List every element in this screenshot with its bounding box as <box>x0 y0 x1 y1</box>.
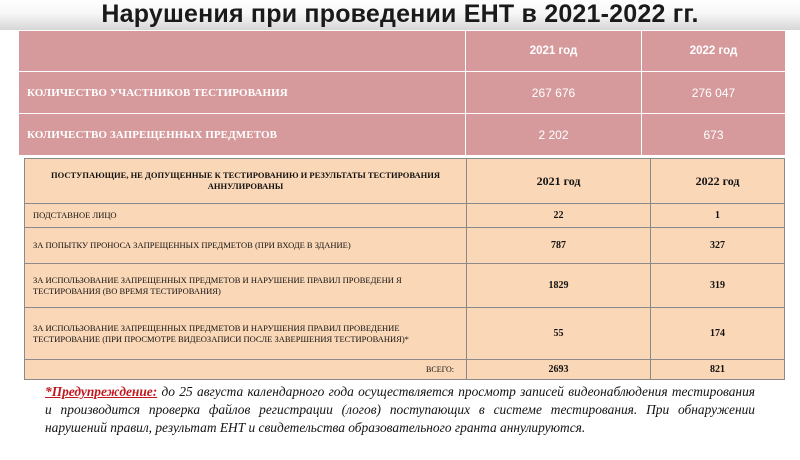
violation-count-2022: 174 <box>651 308 785 360</box>
summary-header-row <box>19 31 786 72</box>
violations-row <box>25 264 785 308</box>
violations-row <box>25 308 785 360</box>
summary-table <box>18 30 786 156</box>
warning-text: до 25 августа календарного года осуществляется просмотр записей видеонаблюдения тестирования и производится проверка файлов регистрации (логов) поступающих в системе тестирования. При обнаружении нарушений правил, результат ЕНТ и свидетельства образовательного гранта аннулируются. <box>45 384 755 435</box>
violation-label: ПОДСТАВНОЕ ЛИЦО <box>25 204 467 228</box>
violation-count-2021: 55 <box>467 308 651 360</box>
summary-row-label: КОЛИЧЕСТВО УЧАСТНИКОВ ТЕСТИРОВАНИЯ <box>19 72 466 114</box>
summary-header-2022: 2022 год <box>642 31 786 72</box>
violations-header-label: ПОСТУПАЮЩИЕ, НЕ ДОПУЩЕННЫЕ К ТЕСТИРОВАНИЮ И РЕЗУЛЬТАТЫ ТЕСТИРОВАНИЯ АННУЛИРОВАНЫ <box>25 159 467 204</box>
summary-row-prohibited-items <box>19 114 786 156</box>
violations-header-row <box>25 159 785 204</box>
summary-row-label: КОЛИЧЕСТВО ЗАПРЕЩЕННЫХ ПРЕДМЕТОВ <box>19 114 466 156</box>
violations-header-2021: 2021 год <box>467 159 651 204</box>
violations-row <box>25 204 785 228</box>
summary-value-2021: 267 676 <box>466 72 642 114</box>
summary-value-2022: 673 <box>642 114 786 156</box>
total-label: ВСЕГО: <box>25 360 467 380</box>
page-title: Нарушения при проведении ЕНТ в 2021-2022 гг. <box>101 0 699 28</box>
total-count-2022: 821 <box>651 360 785 380</box>
violation-count-2022: 327 <box>651 228 785 264</box>
violation-count-2022: 1 <box>651 204 785 228</box>
title-bar <box>0 0 800 30</box>
summary-value-2021: 2 202 <box>466 114 642 156</box>
warning-label: *Предупреждение: <box>45 384 158 399</box>
violations-row <box>25 228 785 264</box>
violation-count-2021: 22 <box>467 204 651 228</box>
violation-label: ЗА ИСПОЛЬЗОВАНИЕ ЗАПРЕЩЕННЫХ ПРЕДМЕТОВ И НАРУШЕНИЯ ПРАВИЛ ПРОВЕДЕНИЕ ТЕСТИРОВАНИЕ (ПРИ ПРОСМОТРЕ ВИДЕОЗАПИСИ ПОСЛЕ ЗАВЕРШЕНИЯ ТЕСТИРОВАНИЯ)* <box>25 308 467 360</box>
summary-header-empty <box>19 31 466 72</box>
summary-value-2022: 276 047 <box>642 72 786 114</box>
violations-table <box>24 158 785 380</box>
violations-total-row <box>25 360 785 380</box>
violation-count-2022: 319 <box>651 264 785 308</box>
violation-label: ЗА ИСПОЛЬЗОВАНИЕ ЗАПРЕЩЕННЫХ ПРЕДМЕТОВ И НАРУШЕНИЕ ПРАВИЛ ПРОВЕДЕНИ Я ТЕСТИРОВАНИЯ (ВО ВРЕМЯ ТЕСТИРОВАНИЯ) <box>25 264 467 308</box>
total-count-2021: 2693 <box>467 360 651 380</box>
violations-header-2022: 2022 год <box>651 159 785 204</box>
summary-header-2021: 2021 год <box>466 31 642 72</box>
warning-note <box>45 383 755 437</box>
summary-row-participants <box>19 72 786 114</box>
violation-count-2021: 1829 <box>467 264 651 308</box>
violation-count-2021: 787 <box>467 228 651 264</box>
violation-label: ЗА ПОПЫТКУ ПРОНОСА ЗАПРЕЩЕННЫХ ПРЕДМЕТОВ (ПРИ ВХОДЕ В ЗДАНИЕ) <box>25 228 467 264</box>
